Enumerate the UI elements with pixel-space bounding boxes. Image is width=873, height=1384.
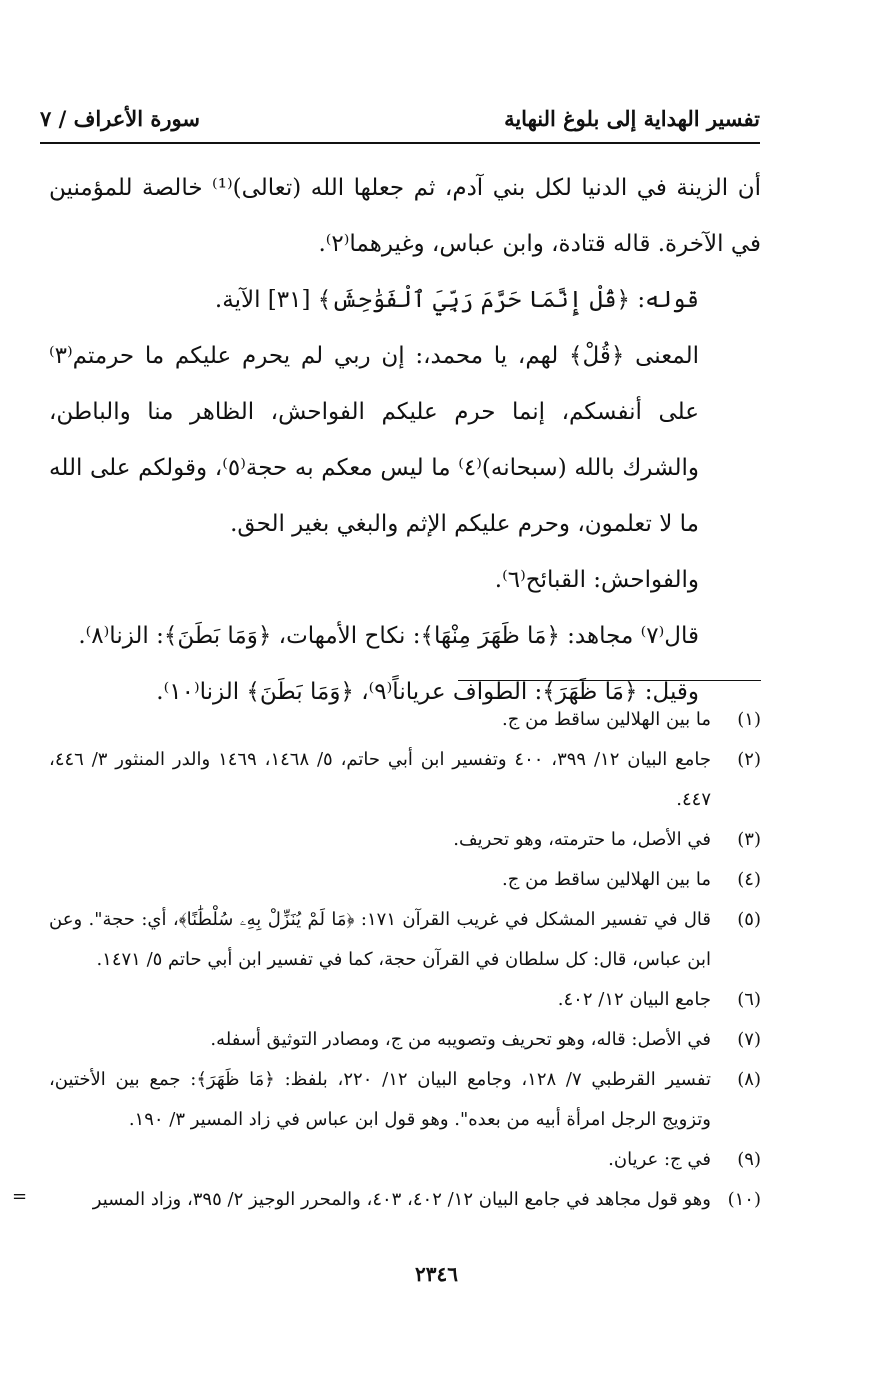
page-number: ٢٣٤٦ (415, 1262, 458, 1286)
footnote-text: تفسير القرطبي ٧/ ١٢٨، وجامع البيان ١٢/ ٢٢٠، بلفظ: ﴿مَا ظَهَرَ﴾: جمع بين الأختين، وتزويج الرجل امرأة أبيه من بعده". وهو قول ابن عباس في زاد المسير ٣/ ١٩٠. (49, 1069, 711, 1130)
footnote (49, 860, 761, 900)
footnote-number: (٢) (737, 749, 761, 770)
footnote-number: (٤) (737, 869, 761, 890)
surah-label: سورة الأعراف / ٧ (40, 106, 201, 131)
footnote-number: (٥) (737, 909, 761, 930)
footnote (49, 900, 761, 980)
footnote-number: (٩) (737, 1149, 761, 1170)
paragraph: أن الزينة في الدنيا لكل بني آدم، ثم جعلها الله (تعالى)⁽¹⁾ خالصة للمؤمنين في الآخرة. قاله قتادة، وابن عباس، وغيرهما⁽٢⁾. (49, 175, 761, 257)
footnote-number: (٧) (737, 1029, 761, 1050)
footnote (49, 980, 761, 1020)
footnote (49, 740, 761, 820)
book-title: تفسير الهداية إلى بلوغ النهاية (504, 106, 760, 131)
footnote (49, 1180, 761, 1220)
paragraph: المعنى ﴿قُلْ﴾ لهم، يا محمد،: إن ربي لم يحرم عليكم ما حرمتم⁽٣⁾ على أنفسكم، إنما حرم عليكم الفواحش، الظاهر منا والباطن، والشرك بالله (سبحانه)⁽٤⁾ ما ليس معكم به حجة⁽٥⁾، وقولكم على الله ما لا تعلمون، وحرم عليكم الإثم والبغي بغير الحق. (49, 343, 699, 537)
paragraph: قوله: ﴿قُلْ إِنَّمَا حَرَّمَ رَبِّيَ ٱلْفَوَٰحِشَ﴾ [٣١] الآية. (214, 287, 699, 313)
footnote (49, 1060, 761, 1140)
footnote-text: وهو قول مجاهد في جامع البيان ١٢/ ٤٠٢، ٤٠٣، والمحرر الوجيز ٢/ ٣٩٥، وزاد المسير (92, 1189, 711, 1210)
footnote-number: (٦) (737, 989, 761, 1010)
footnote-number: (١٠) (727, 1189, 761, 1210)
footnote (49, 820, 761, 860)
footnotes (49, 700, 761, 1220)
footnote-text: في الأصل: قاله، وهو تحريف وتصويبه من ج، ومصادر التوثيق أسفله. (210, 1029, 711, 1050)
running-header (40, 102, 760, 142)
main-text (49, 160, 761, 720)
footnote (49, 1140, 761, 1180)
paragraph: قال⁽٧⁾ مجاهد: ﴿مَا ظَهَرَ مِنْهَا﴾: نكاح الأمهات، ﴿وَمَا بَطَنَ﴾: الزنا⁽٨⁾. (78, 623, 699, 649)
paragraph: وقيل: ﴿مَا ظَهَرَ﴾: الطواف عرياناً⁽٩⁾، ﴿وَمَا بَطَنَ﴾ الزنا⁽١٠⁾. (156, 679, 699, 705)
footnote-text: في ج: عريان. (608, 1149, 711, 1170)
header-divider (40, 142, 760, 144)
continuation-mark: = (12, 1186, 28, 1207)
footnote-divider (458, 680, 761, 681)
footnote-number: (١) (737, 709, 761, 730)
footnote (49, 1020, 761, 1060)
footnote-text: في الأصل، ما حترمته، وهو تحريف. (453, 829, 711, 850)
footnote-text: ما بين الهلالين ساقط من ج. (502, 869, 711, 890)
footnote-number: (٨) (737, 1069, 761, 1090)
footnote-number: (٣) (737, 829, 761, 850)
footnote-text: جامع البيان ١٢/ ٣٩٩، ٤٠٠ وتفسير ابن أبي حاتم، ٥/ ١٤٦٨، ١٤٦٩ والدر المنثور ٣/ ٤٤٦، ٤٤٧. (49, 749, 711, 810)
footnote-text: جامع البيان ١٢/ ٤٠٢. (557, 989, 711, 1010)
footnote-text: ما بين الهلالين ساقط من ج. (502, 709, 711, 730)
paragraph: والفواحش: القبائح⁽٦⁾. (494, 567, 699, 593)
footnote (49, 700, 761, 740)
footnote-text: قال في تفسير المشكل في غريب القرآن ١٧١: ﴿مَا لَمْ يُنَزِّلْ بِهِۦ سُلْطَٰنًا﴾، أي: حجة". وعن ابن عباس، قال: كل سلطان في القرآن حجة، كما في تفسير ابن أبي حاتم ٥/ ١٤٧١. (49, 909, 712, 970)
